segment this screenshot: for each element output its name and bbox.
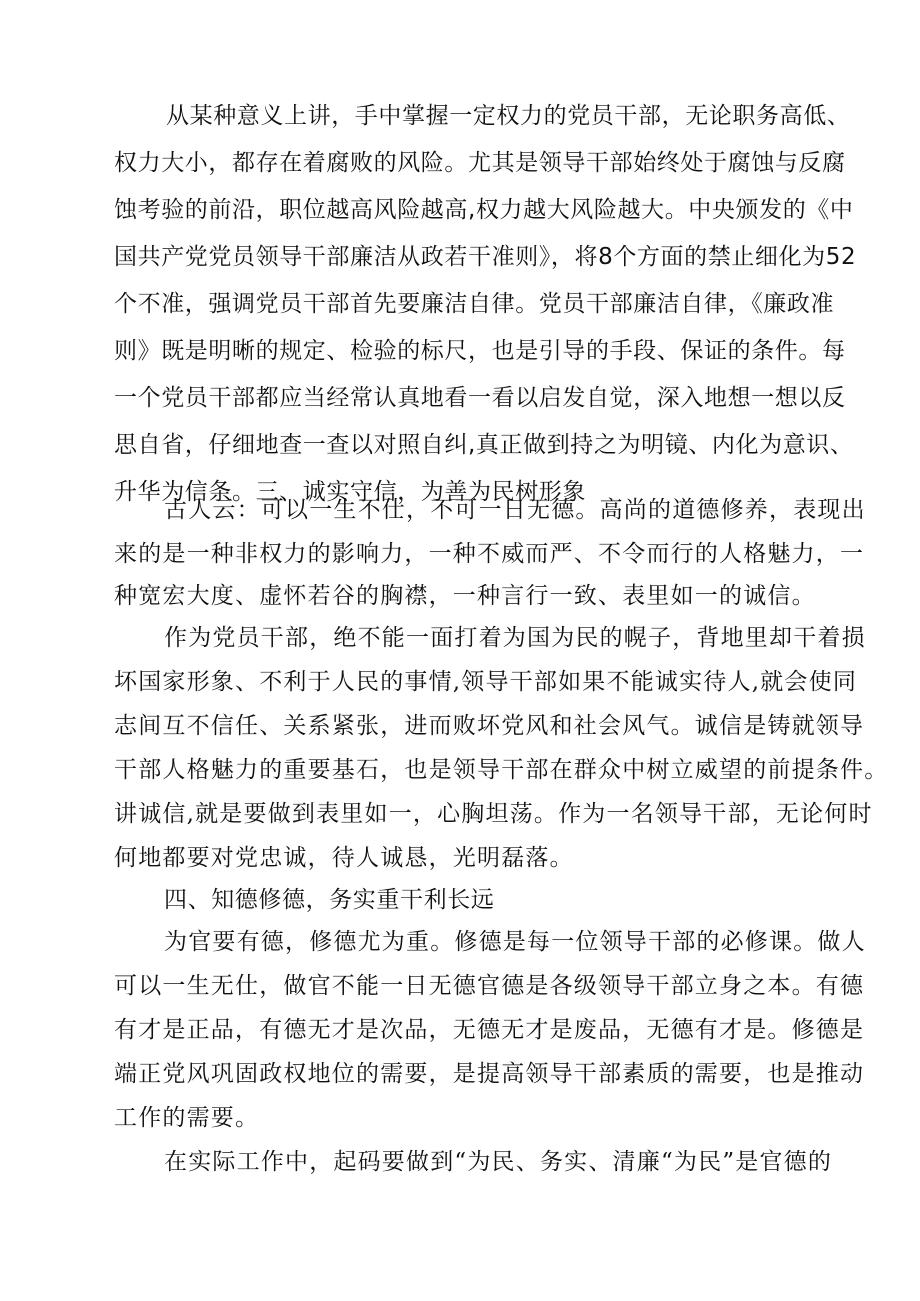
paragraph-line: 志间互不信任、关系紧张，进而败坏党风和社会风气。诚信是铸就领导 <box>114 713 865 739</box>
paragraph-line: 从某种意义上讲，手中掌握一定权力的党员干部，无论职务高低、 <box>166 103 851 129</box>
paragraph-line: 可以一生无仕，做官不能一日无德官德是各级领导干部立身之本。有德 <box>114 973 865 999</box>
paragraph-line: 个不准，强调党员干部首先要廉洁自律。党员干部廉洁自律，《廉政准 <box>114 291 835 317</box>
paragraph-line: 权力大小，都存在着腐败的风险。尤其是领导干部始终处于腐蚀与反腐 <box>114 150 846 176</box>
paragraph-line: 工作的需要。 <box>114 1105 260 1131</box>
paragraph-line: 有才是正品，有德无才是次品，无德无才是废品，无德有才是。修德是 <box>114 1017 865 1043</box>
paragraph-line: 在实际工作中，起码要做到“为民、务实、清廉“为民”是官德的 <box>164 1149 833 1175</box>
paragraph-line: 则》既是明晰的规定、检验的标尺，也是引导的手段、保证的条件。每 <box>114 338 846 364</box>
section-heading-4: 四、知德修德，务实重干利长远 <box>164 887 495 913</box>
paragraph-line: 端正党风巩固政权地位的需要，是提高领导干部素质的需要，也是推动 <box>114 1061 865 1087</box>
paragraph-line: 作为党员干部，绝不能一面打着为国为民的幌子，背地里却干着损 <box>164 625 866 651</box>
paragraph-line: 何地都要对党忠诚，待人诚恳，光明磊落。 <box>114 845 574 871</box>
paragraph-line: 古人云：可以一生不仕，不可一日无德。高尚的道德修养，表现出 <box>164 497 866 523</box>
paragraph-line: 坏国家形象、不利于人民的事情,领导干部如果不能诚实待人,就会使同 <box>114 669 858 695</box>
paragraph-line: 来的是一种非权力的影响力，一种不威而严、不令而行的人格魅力，一 <box>114 541 865 567</box>
paragraph-line: 一个党员干部都应当经常认真地看一看以启发自觉，深入地想一想以反 <box>114 385 846 411</box>
paragraph-line: 干部人格魅力的重要基石，也是领导干部在群众中树立威望的前提条件。 <box>114 757 889 783</box>
paragraph-line: 思自省，仔细地查一查以对照自纠,真正做到持之为明镜、内化为意识、 <box>114 432 854 458</box>
paragraph-line: 国共产党党员领导干部廉洁从政若干准则》，将8个方面的禁止细化为52 <box>114 244 857 270</box>
section-heading-3: 升华为信条。三、诚实守信，为善为民树形象 <box>114 479 586 505</box>
paragraph-line: 蚀考验的前沿，职位越高风险越高,权力越大风险越大。中央颁发的《中 <box>114 197 854 223</box>
paragraph-line: 种宽宏大度、虚怀若谷的胸襟，一种言行一致、表里如一的诚信。 <box>114 583 816 609</box>
paragraph-line: 为官要有德，修德尤为重。修德是每一位领导干部的必修课。做人 <box>164 929 866 955</box>
paragraph-line: 讲诚信,就是要做到表里如一，心胸坦荡。作为一名领导干部，无论何时 <box>114 801 873 827</box>
